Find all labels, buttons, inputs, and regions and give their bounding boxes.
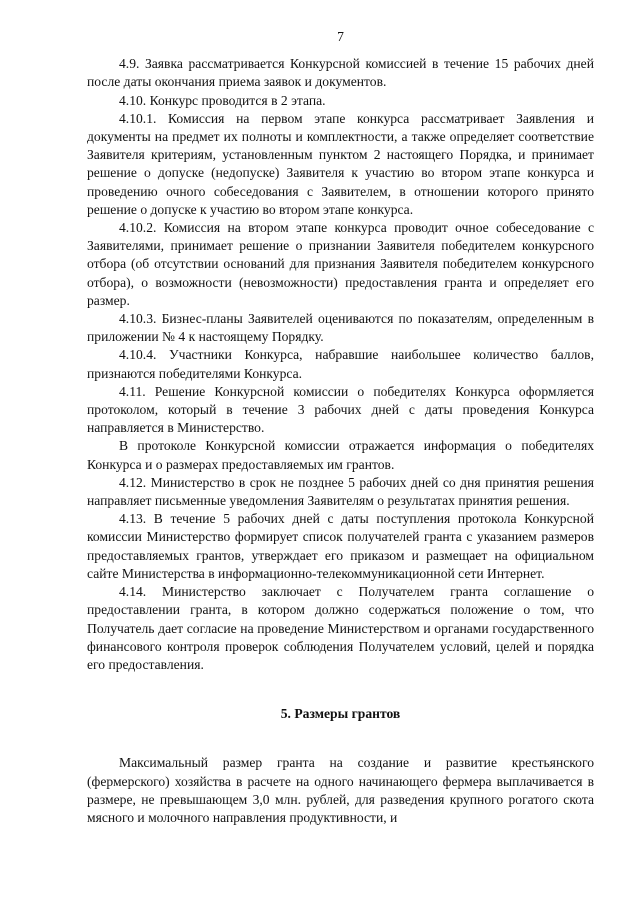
section-title: 5. Размеры грантов — [280, 706, 401, 722]
paragraph-4-14: 4.14. Министерство заключает с Получателем гранта соглашение о предоставлении гранта, в котором должно содержаться положение о том, что Получатель дает согласие на проведение Министерством и органами государственного финансового контроля проверок соблюдения Получателем условий, целей и порядка его предоставления. — [87, 584, 594, 672]
paragraph-4-10-1: 4.10.1. Комиссия на первом этапе конкурса рассматривает Заявления и документы на предмет их полноты и комплектности, а также определяет соответствие Заявителя критериям, установленным пунктом 2 настоящего Порядка, и принимает решение о допуске (недопуске) Заявителя к участию во втором этапе конкурса и проведению очного собеседования с Заявителем, в отношении которого принято решение о допуске к участию во втором этапе конкурса. — [87, 110, 594, 217]
paragraph-4-11: 4.11. Решение Конкурсной комиссии о победителях Конкурса оформляется протоколом, который в течение 3 рабочих дней с даты проведения Конкурса направляется в Министерство. — [87, 383, 594, 436]
page-number: 7 — [337, 29, 344, 44]
section-5-body — [87, 754, 594, 827]
paragraph-4-13: 4.13. В течение 5 рабочих дней с даты поступления протокола Конкурсной комиссии Министерство формирует список получателей гранта с указанием размеров предоставляемых грантов, утверждает его приказом и размещает на официальном сайте Министерства в информационно-телекоммуникационной сети Интернет. — [87, 511, 594, 581]
paragraph-protocol: В протоколе Конкурсной комиссии отражается информация о победителях Конкурса и о размерах предоставляемых им грантов. — [87, 438, 594, 472]
paragraph-4-9: 4.9. Заявка рассматривается Конкурсной комиссией в течение 15 рабочих дней после даты окончания приема заявок и документов. — [87, 56, 594, 90]
paragraph-4-10-3: 4.10.3. Бизнес-планы Заявителей оцениваются по показателям, определенным в приложении № 4 к настоящему Порядку. — [87, 311, 594, 345]
paragraph-4-10: 4.10. Конкурс проводится в 2 этапа. — [119, 92, 326, 108]
paragraph-grant-size: Максимальный размер гранта на создание и развитие крестьянского (фермерского) хозяйства в расчете на одного начинающего фермера выплачивается в размере, не превышающем 3,0 млн. рублей, для разведения крупного рогатого скота мясного и молочного направления продуктивности, и — [87, 755, 594, 825]
paragraph-4-10-2: 4.10.2. Комиссия на втором этапе конкурса проводит очное собеседование с Заявителями, принимает решение о признании Заявителя победителем конкурсного отбора (об отсутствии оснований для признания Заявителя победителем конкурсного отбора), о возможности (невозможности) предоставления гранта и определяет его размер. — [87, 220, 594, 308]
paragraph-4-10-4: 4.10.4. Участники Конкурса, набравшие наибольшее количество баллов, признаются победителями Конкурса. — [87, 347, 594, 381]
paragraph-4-12: 4.12. Министерство в срок не позднее 5 рабочих дней со дня принятия решения направляет письменные уведомления Заявителям о результатах принятия решения. — [87, 474, 594, 509]
section-4-body — [87, 55, 594, 674]
